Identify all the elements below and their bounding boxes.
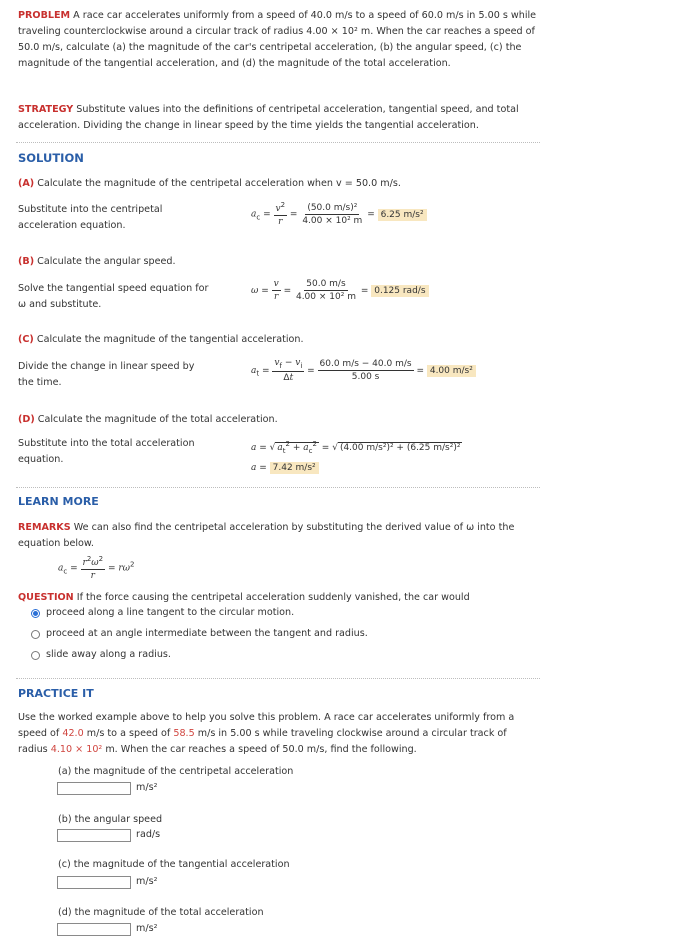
- part-b-result: 0.125 rad/s: [371, 285, 428, 297]
- part-d-heading: [18, 412, 278, 428]
- part-d-tag: (D): [18, 414, 35, 425]
- remarks-section: [18, 520, 544, 552]
- part-a-equation: $a_c$ = $\frac{v^2}{r}$ = $\frac{\text{(50.0 m/s)²}}{\text{4.00 × 10² m}}$ = 6.25 m/s²: [251, 201, 427, 227]
- practice-intro-line-1: Use the worked example above to help you solve this problem. A race car accelerates uniformly from a: [18, 712, 515, 723]
- learn-more-title: LEARN MORE: [18, 495, 99, 508]
- remarks-label: REMARKS: [18, 522, 71, 533]
- part-a-heading: [18, 176, 401, 192]
- practice-c-unit: m/s²: [136, 876, 158, 887]
- strategy-section: [18, 102, 544, 134]
- initial-speed-value: 42.0: [62, 728, 84, 739]
- part-d-equation: a = √ $a_t^2 + a_c^2$ = √ (4.00 m/s²)² + (6.25 m/s²)²: [251, 440, 461, 455]
- part-d-result: 7.42 m/s²: [270, 462, 319, 474]
- part-b-tag: (B): [18, 256, 35, 267]
- practice-text: m/s in 5.00 s while traveling clockwise around a circular track of: [194, 728, 507, 739]
- part-a-desc: Substitute into the centripetal acceleration equation.: [18, 204, 163, 231]
- part-a-result: 6.25 m/s²: [378, 209, 427, 221]
- strategy-label: STRATEGY: [18, 104, 74, 115]
- option-radio-1[interactable]: [31, 609, 40, 618]
- part-b-heading-text: Calculate the angular speed.: [37, 256, 176, 267]
- option-radio-2[interactable]: [31, 630, 40, 639]
- part-c-equation: $a_t$ = $\frac{v_f - v_i}{\Delta t}$ = $\frac{60.0 m/s - 40.0 m/s}{5.00 s}$ = 4.00 m/s²: [251, 358, 476, 383]
- option-label-1[interactable]: proceed along a line tangent to the circular motion.: [46, 607, 295, 618]
- practice-b-label: (b) the angular speed: [58, 814, 163, 825]
- part-c-desc: Divide the change in linear speed by the time.: [18, 361, 195, 388]
- practice-b-input[interactable]: [57, 829, 131, 842]
- divider: [16, 678, 540, 679]
- part-d-result-line: a = 7.42 m/s²: [251, 463, 319, 473]
- part-c-heading: [18, 332, 304, 348]
- eq-a-numerator: (50.0 m/s)²: [307, 202, 358, 213]
- part-c-result: 4.00 m/s²: [427, 365, 476, 377]
- practice-title: PRACTICE IT: [18, 687, 94, 700]
- practice-b-unit: rad/s: [136, 829, 161, 840]
- practice-text: m. When the car reaches a speed of 50.0 m/s, find the following.: [102, 744, 417, 755]
- part-b-heading: [18, 254, 176, 270]
- eq-c-denominator: 5.00 s: [351, 371, 380, 382]
- eq-b-numerator: 50.0 m/s: [306, 279, 346, 289]
- practice-a-label: (a) the magnitude of the centripetal acceleration: [58, 766, 294, 777]
- practice-intro-line-2: [18, 726, 544, 742]
- remarks-equation: $a_c$ = $\frac{r^2\omega^2}{r}$ = $r\omega^2$: [58, 555, 135, 581]
- part-d-heading-text: Calculate the magnitude of the total acceleration.: [37, 414, 278, 425]
- practice-d-input[interactable]: [57, 923, 131, 936]
- eq-a-denominator: 4.00 × 10² m: [302, 215, 363, 226]
- question-text: If the force causing the centripetal acceleration suddenly vanished, the car would: [76, 592, 470, 603]
- practice-text: radius: [18, 744, 51, 755]
- practice-d-label: (d) the magnitude of the total acceleration: [58, 907, 264, 918]
- eq-c-numerator: 60.0 m/s − 40.0 m/s: [319, 358, 412, 369]
- practice-text: speed of: [18, 728, 63, 739]
- final-speed-value: 58.5: [173, 728, 195, 739]
- part-c-heading-text: Calculate the magnitude of the tangential acceleration.: [36, 334, 304, 345]
- remarks-text: We can also find the centripetal acceleration by substituting the derived value of ω into the equation below.: [18, 522, 515, 549]
- option-radio-3[interactable]: [31, 651, 40, 660]
- radius-value: 4.10 × 10²: [50, 744, 103, 755]
- practice-a-input[interactable]: [57, 782, 131, 795]
- part-d-desc: Substitute into the total acceleration equation.: [18, 438, 195, 465]
- part-b-desc: Solve the tangential speed equation for ω and substitute.: [18, 283, 209, 310]
- solution-title: SOLUTION: [18, 151, 84, 165]
- strategy-text: Substitute values into the definitions of centripetal acceleration, tangential speed, and total acceleration. Dividing the change in linear speed by the time yields the tangential acceleration.: [18, 104, 519, 131]
- option-label-3[interactable]: slide away along a radius.: [46, 649, 171, 660]
- practice-a-unit: m/s²: [136, 782, 158, 793]
- practice-d-unit: m/s²: [136, 923, 158, 934]
- problem-label: PROBLEM: [18, 10, 71, 21]
- part-c-tag: (C): [18, 334, 34, 345]
- eq-b-denominator: 4.00 × 10² m: [295, 292, 356, 302]
- divider: [16, 142, 540, 143]
- practice-c-label: (c) the magnitude of the tangential acceleration: [58, 859, 290, 870]
- eq-d-rhs: (4.00 m/s²)² + (6.25 m/s²)²: [339, 443, 461, 453]
- part-a-tag: (A): [18, 178, 35, 189]
- practice-text: m/s to a speed of: [83, 728, 174, 739]
- problem-statement: [18, 8, 544, 72]
- practice-intro-line-3: [18, 742, 544, 758]
- question-label: QUESTION: [18, 592, 74, 603]
- question-section: [18, 590, 544, 606]
- part-b-equation: ω = $\frac{v}{r}$ = $\frac{50.0 m/s}{\text{4.00 × 10² m}}$ = 0.125 rad/s: [251, 279, 429, 302]
- practice-c-input[interactable]: [57, 876, 131, 889]
- problem-text: A race car accelerates uniformly from a speed of 40.0 m/s to a speed of 60.0 m/s in 5.00 s while traveling counterclockwise around a circular track of radius 4.00 × 10² m. When the car reaches a speed of 50.0 m/s, calculate (a) the magnitude of the car's centripetal acceleration, (b) the angular speed, (c) the magnitude of the tangential acceleration, and (d) the magnitude of the total acceleration.: [18, 10, 537, 69]
- divider: [16, 487, 540, 488]
- part-a-heading-text: Calculate the magnitude of the centripetal acceleration when v = 50.0 m/s.: [37, 178, 401, 189]
- option-label-2[interactable]: proceed at an angle intermediate between the tangent and radius.: [46, 628, 368, 639]
